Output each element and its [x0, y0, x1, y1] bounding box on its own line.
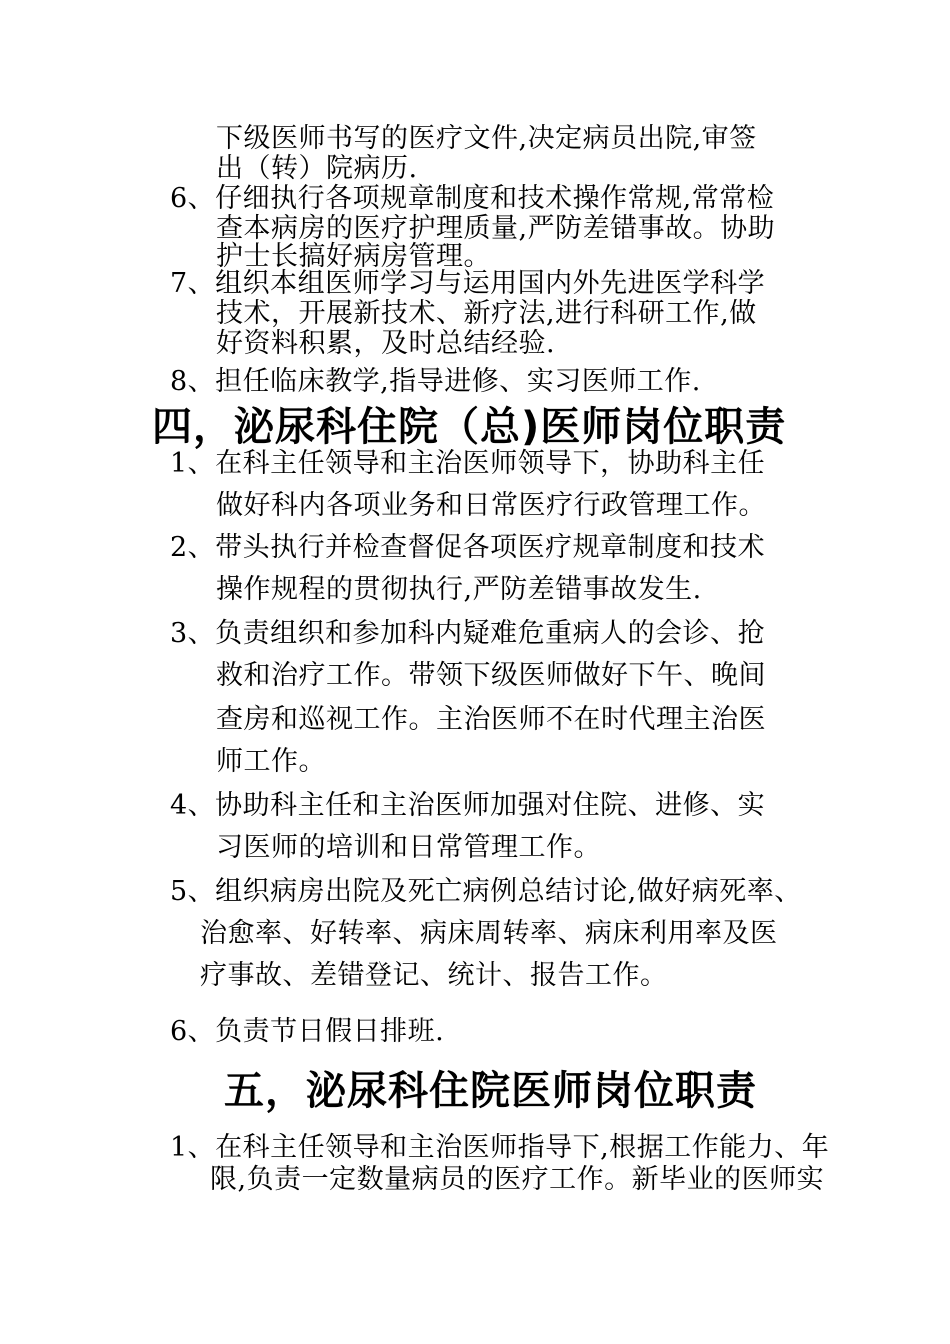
- text-line: 习医师的培训和日常管理工作。: [216, 832, 601, 863]
- section-heading-4: 四，泌尿科住院（总)医师岗位职责: [152, 404, 787, 450]
- list-item-4: 4、协助科主任和主治医师加强对住院、进修、实: [170, 790, 766, 821]
- section-heading-5: 五，泌尿科住院医师岗位职责: [224, 1068, 757, 1114]
- text-line: 技术，开展新技术、新疗法,进行科研工作,做: [216, 298, 757, 329]
- list-item-1: 1、在科主任领导和主治医师领导下，协助科主任: [170, 448, 766, 479]
- text-line: 查房和巡视工作。主治医师不在时代理主治医: [216, 704, 766, 735]
- list-item-3: 3、负责组织和参加科内疑难危重病人的会诊、抢: [170, 618, 766, 649]
- list-item-2: 2、带头执行并检查督促各项医疗规章制度和技术: [170, 532, 766, 563]
- text-line: 治愈率、好转率、病床周转率、病床利用率及医: [200, 918, 778, 949]
- text-line: 做好科内各项业务和日常医疗行政管理工作。: [216, 490, 766, 521]
- text-line: 好资料积累，及时总结经验.: [216, 328, 556, 359]
- text-line: 出（转）院病历.: [216, 153, 418, 184]
- list-item-7: 7、组织本组医师学习与运用国内外先进医学科学: [170, 268, 766, 299]
- text-line: 疗事故、差错登记、统计、报告工作。: [200, 960, 668, 991]
- list-item-6: 6、负责节日假日排班.: [170, 1016, 445, 1047]
- text-line: 限,负责一定数量病员的医疗工作。新毕业的医师实: [210, 1164, 825, 1195]
- list-item-5: 5、组织病房出院及死亡病例总结讨论,做好病死率、: [170, 876, 802, 907]
- list-item-8: 8、担任临床教学,指导进修、实习医师工作.: [170, 366, 701, 397]
- text-line: 护士长搞好病房管理。: [216, 241, 491, 272]
- text-line: 查本病房的医疗护理质量,严防差错事故。协助: [216, 213, 776, 244]
- text-line: 下级医师书写的医疗文件,决定病员出院,审签: [216, 123, 757, 154]
- text-line: 师工作。: [216, 746, 326, 777]
- text-line: 操作规程的贯彻执行,严防差错事故发生.: [216, 574, 702, 605]
- list-item-6: 6、仔细执行各项规章制度和技术操作常规,常常检: [170, 183, 775, 214]
- list-item-1: 1、在科主任领导和主治医师指导下,根据工作能力、年: [170, 1132, 830, 1163]
- text-line: 救和治疗工作。带领下级医师做好下午、晚间: [216, 660, 766, 691]
